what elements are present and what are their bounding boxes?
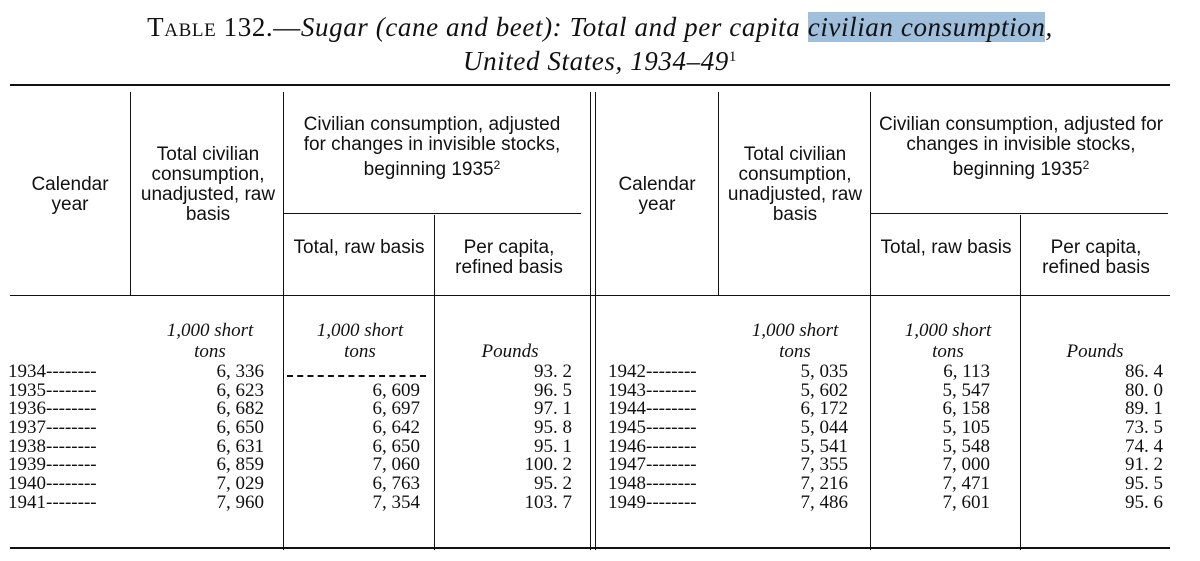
- title-line-1: [0, 12, 1200, 42]
- right-panel-rows: [596, 362, 1180, 512]
- left-panel-rows: [0, 362, 590, 512]
- table-row: 1938 -------- 6, 631 6, 650 95. 1: [0, 437, 590, 456]
- unit-label: 1,000 short tons: [316, 320, 404, 362]
- header-per-capita: Per capita, refined basis: [455, 237, 563, 278]
- table-row: 1946 -------- 5, 541 5, 548 74. 4: [596, 437, 1180, 456]
- table-row: 1943 -------- 5, 602 5, 547 80. 0: [596, 381, 1180, 400]
- table-row: 1934 -------- 6, 336 93. 2: [0, 362, 590, 381]
- group-rule: [283, 213, 581, 214]
- table-row: 1942 -------- 5, 035 6, 113 86. 4: [596, 362, 1180, 381]
- header-adjusted-group: Civilian consumption, adjusted for changes in invisible stocks, beginning 1935$^2$: [303, 114, 561, 180]
- header-per-capita: Per capita, refined basis: [1042, 237, 1150, 278]
- table-row: 1937 -------- 6, 650 6, 642 95. 8: [0, 418, 590, 437]
- panel-divider: [590, 92, 591, 550]
- table-row: 1941 -------- 7, 960 7, 354 103. 7: [0, 493, 590, 512]
- header-total-raw: Total, raw basis: [880, 237, 1012, 258]
- table-row: 1944 -------- 6, 172 6, 158 89. 1: [596, 399, 1180, 418]
- unit-label: 1,000 short tons: [751, 320, 839, 362]
- header-total-raw: Total, raw basis: [293, 237, 425, 258]
- header-total-unadjusted: Total civilian consumption, unadjusted, raw basis: [140, 144, 276, 225]
- table-row: 1948 -------- 7, 216 7, 471 95. 5: [596, 474, 1180, 493]
- header-calendar-year: Calendar year: [618, 174, 696, 215]
- unit-label: Pounds: [481, 341, 539, 362]
- unit-label: 1,000 short tons: [904, 320, 992, 362]
- top-rule: [10, 84, 1170, 86]
- header-calendar-year: Calendar year: [31, 174, 109, 215]
- table-row: 1949 -------- 7, 486 7, 601 95. 6: [596, 493, 1180, 512]
- title-text-part1: Sugar (cane and beet): Total and per capita: [300, 12, 808, 42]
- title-footnote: 1: [728, 49, 738, 65]
- title-text-part2: ,: [1045, 12, 1053, 42]
- table-row: 1947 -------- 7, 355 7, 000 91. 2: [596, 455, 1180, 474]
- group-rule: [870, 213, 1168, 214]
- header-adjusted-group: Civilian consumption, adjusted for changes in invisible stocks, beginning 1935$^2$: [878, 114, 1164, 180]
- header-total-unadjusted: Total civilian consumption, unadjusted, raw basis: [727, 144, 863, 225]
- table-row: 1939 -------- 6, 859 7, 060 100. 2: [0, 455, 590, 474]
- title-text-line2: United States, 1934–49: [462, 46, 729, 76]
- table-row: 1940 -------- 7, 029 6, 763 95. 2: [0, 474, 590, 493]
- table-row: 1936 -------- 6, 682 6, 697 97. 1: [0, 399, 590, 418]
- title-line-2: [0, 42, 1200, 76]
- col-divider: [130, 92, 131, 295]
- unit-label: 1,000 short tons: [166, 320, 254, 362]
- table-title: [0, 12, 1200, 76]
- title-highlight[interactable]: civilian consumption: [807, 12, 1046, 42]
- table-number: Table 132.: [147, 12, 274, 42]
- table-row: 1935 -------- 6, 623 6, 609 96. 5: [0, 381, 590, 400]
- table-row: 1945 -------- 5, 044 5, 105 73. 5: [596, 418, 1180, 437]
- unit-label: Pounds: [1066, 341, 1124, 362]
- title-dash: —: [273, 12, 301, 42]
- col-divider: [718, 92, 719, 295]
